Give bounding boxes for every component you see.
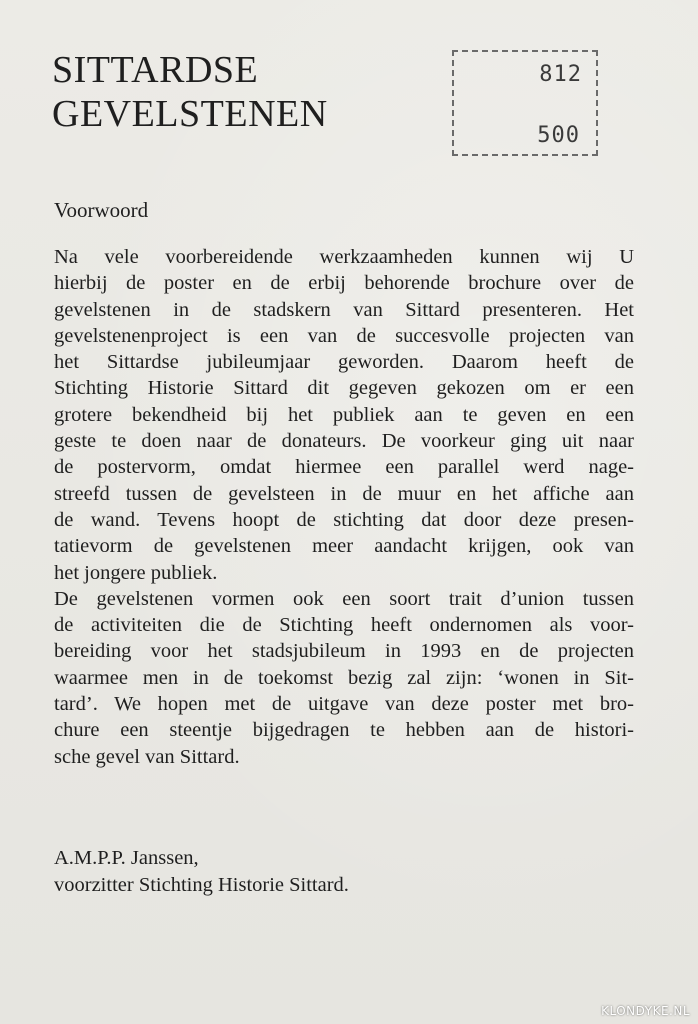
body-line: gevelstenen in de stadskern van Sittard presenteren. Het — [54, 298, 634, 321]
foreword-body — [54, 244, 634, 770]
body-line: hierbij de poster en de erbij behorende brochure over de — [54, 272, 634, 295]
watermark: KLONDYKE.NL — [601, 1004, 690, 1018]
stamp-top-number: 812 — [539, 62, 582, 87]
title-line-2: GEVELSTENEN — [52, 93, 328, 135]
library-stamp — [452, 50, 598, 156]
body-line: geste te doen naar de donateurs. De voorkeur ging uit naar — [54, 430, 634, 453]
body-line: streefd tussen de gevelsteen in de muur en het affiche aan — [54, 482, 634, 505]
body-line: tard’. We hopen met de uitgave van deze poster met bro- — [54, 693, 634, 716]
document-title — [52, 48, 328, 136]
body-line: het jongere publiek. — [54, 561, 218, 584]
title-line-1: SITTARDSE — [52, 49, 259, 91]
body-line: de postervorm, omdat hiermee een parallel werd nage- — [54, 456, 634, 479]
body-line: waarmee men in de toekomst bezig zal zijn: ‘wonen in Sit- — [54, 666, 634, 689]
body-line: bereiding voor het stadsjubileum in 1993 en de projecten — [54, 640, 634, 663]
body-line: De gevelstenen vormen ook een soort trait d’union tussen — [54, 587, 634, 610]
body-line: Stichting Historie Sittard dit gegeven gekozen om er een — [54, 377, 634, 400]
stamp-bottom-number: 500 — [537, 123, 580, 148]
body-line: de wand. Tevens hoopt de stichting dat door deze presen- — [54, 508, 634, 531]
section-heading: Voorwoord — [54, 198, 149, 222]
body-line: grotere bekendheid bij het publiek aan te geven en een — [54, 403, 634, 426]
body-line: tatievorm de gevelstenen meer aandacht krijgen, ook van — [54, 535, 634, 558]
signature-name: A.M.P.P. Janssen, — [54, 847, 199, 869]
body-line: sche gevel van Sittard. — [54, 745, 240, 768]
body-line: de activiteiten die de Stichting heeft ondernomen als voor- — [54, 614, 634, 637]
body-line: het Sittardse jubileumjaar geworden. Daarom heeft de — [54, 351, 634, 374]
signature-block — [54, 845, 349, 899]
signature-role: voorzitter Stichting Historie Sittard. — [54, 874, 349, 896]
body-line: chure een steentje bijgedragen te hebben aan de histori- — [54, 719, 634, 742]
body-line: Na vele voorbereidende werkzaamheden kunnen wij U — [54, 246, 634, 268]
body-line: gevelstenenproject is een van de succesvolle projecten van — [54, 324, 634, 347]
